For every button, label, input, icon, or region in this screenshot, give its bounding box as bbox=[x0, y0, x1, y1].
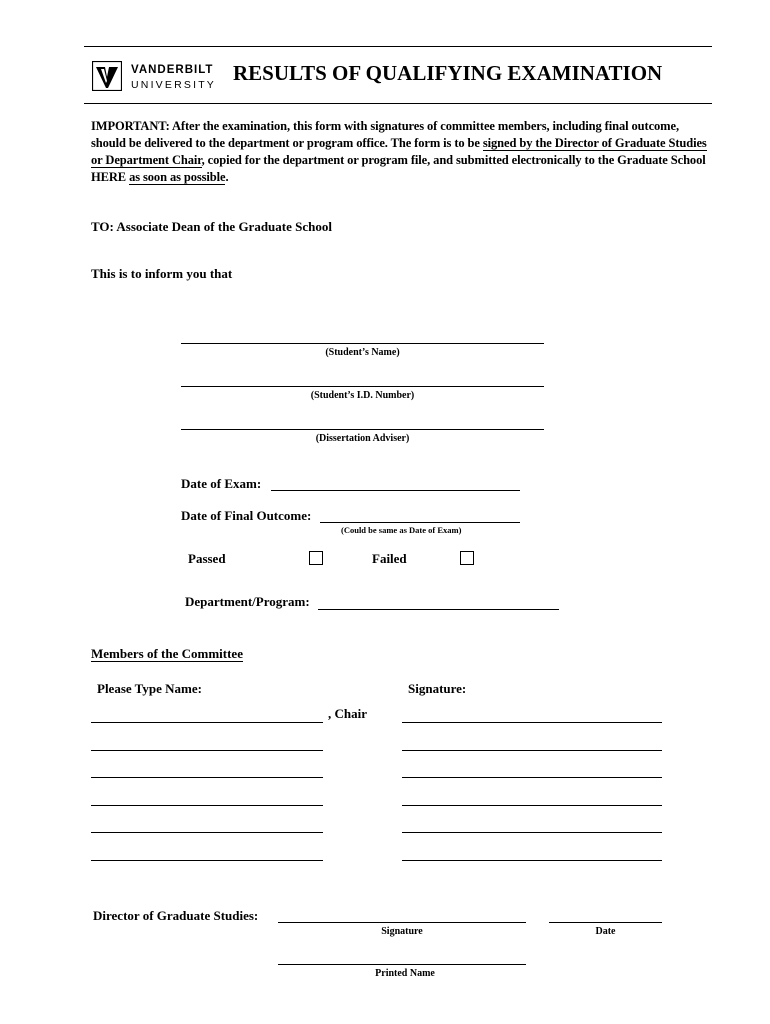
director-signature-line[interactable] bbox=[278, 922, 526, 923]
department-line[interactable] bbox=[318, 609, 559, 610]
student-id-line[interactable] bbox=[181, 386, 544, 387]
department-label: Department/Program: bbox=[185, 594, 310, 609]
member-signature-line[interactable] bbox=[402, 750, 662, 751]
student-name-caption: (Student’s Name) bbox=[325, 347, 400, 358]
vanderbilt-logo-icon bbox=[92, 61, 122, 91]
member-signature-line[interactable] bbox=[402, 805, 662, 806]
director-signature-caption: Signature bbox=[381, 926, 423, 937]
to-line: TO: Associate Dean of the Graduate School bbox=[91, 219, 332, 234]
date-final-note: (Could be same as Date of Exam) bbox=[341, 525, 462, 535]
committee-heading: Members of the Committee bbox=[91, 646, 243, 661]
top-rule bbox=[84, 46, 712, 47]
logo-line-1: VANDERBILT bbox=[131, 64, 214, 76]
page-title: RESULTS OF QUALIFYING EXAMINATION bbox=[233, 61, 663, 85]
member-signature-line[interactable] bbox=[402, 860, 662, 861]
student-id-caption: (Student’s I.D. Number) bbox=[310, 390, 415, 401]
failed-label: Failed bbox=[372, 551, 407, 566]
date-final-line[interactable] bbox=[320, 522, 520, 523]
adviser-line[interactable] bbox=[181, 429, 544, 430]
date-final-label: Date of Final Outcome: bbox=[181, 508, 312, 523]
logo-line-2: UNIVERSITY bbox=[131, 79, 217, 91]
important-text-2: , copied for the department or program file, and submitted electronically to the Graduate School HERE bbox=[91, 153, 706, 184]
signature-column-label: Signature: bbox=[408, 681, 467, 696]
director-printed-name-caption: Printed Name bbox=[375, 968, 435, 979]
as-soon-emphasis: as soon as possible bbox=[129, 170, 226, 184]
chair-signature-line[interactable] bbox=[402, 722, 662, 723]
director-date-caption: Date bbox=[595, 926, 616, 937]
chair-name-line[interactable] bbox=[91, 722, 323, 723]
director-date-line[interactable] bbox=[549, 922, 662, 923]
failed-checkbox[interactable] bbox=[460, 551, 474, 565]
important-text-3: . bbox=[225, 170, 229, 184]
inform-line: This is to inform you that bbox=[91, 266, 233, 281]
director-label: Director of Graduate Studies: bbox=[93, 908, 259, 923]
member-name-line[interactable] bbox=[91, 832, 323, 833]
passed-checkbox[interactable] bbox=[309, 551, 323, 565]
date-of-exam-line[interactable] bbox=[271, 490, 520, 491]
name-column-label: Please Type Name: bbox=[97, 681, 202, 696]
member-name-line[interactable] bbox=[91, 750, 323, 751]
director-printed-name-line[interactable] bbox=[278, 964, 526, 965]
member-signature-line[interactable] bbox=[402, 832, 662, 833]
signed-by-emphasis: signed by the Director of Graduate Studies or Department Chair bbox=[91, 136, 707, 167]
member-name-line[interactable] bbox=[91, 805, 323, 806]
member-name-line[interactable] bbox=[91, 860, 323, 861]
member-name-line[interactable] bbox=[91, 777, 323, 778]
header-rule bbox=[84, 103, 712, 104]
chair-label: , Chair bbox=[328, 706, 367, 721]
important-notice bbox=[91, 118, 711, 186]
member-signature-line[interactable] bbox=[402, 777, 662, 778]
date-of-exam-label: Date of Exam: bbox=[181, 476, 262, 491]
passed-label: Passed bbox=[188, 551, 226, 566]
important-text-1: IMPORTANT: After the examination, this form with signatures of committee members, including final outcome, should be delivered to the department or program office. The form is to be bbox=[91, 119, 679, 150]
adviser-caption: (Dissertation Adviser) bbox=[315, 433, 410, 444]
student-name-line[interactable] bbox=[181, 343, 544, 344]
